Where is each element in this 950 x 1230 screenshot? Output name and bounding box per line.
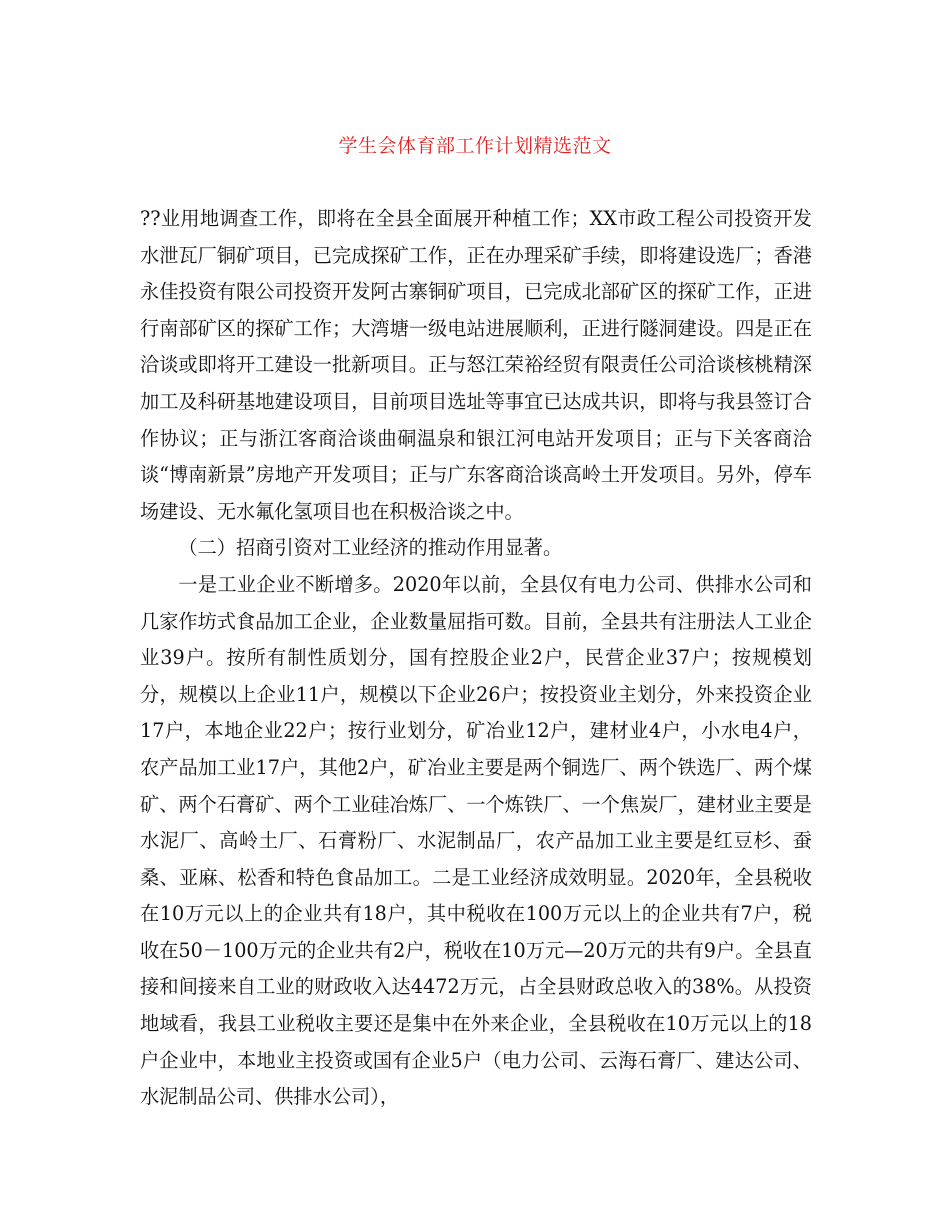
document-body: [140, 201, 812, 1116]
paragraph-industry: 一是工业企业不断增多。2020年以前，全县仅有电力公司、供排水公司和几家作坊式食品加工企业，企业数量屈指可数。目前，全县共有注册法人工业企业39户。按所有制性质划分，国有控股企业2户，民营企业37户；按规模划分，规模以上企业11户，规模以下企业26户；按投资业主划分，外来投资企业17户，本地企业22户；按行业划分，矿冶业12户，建材业4户，小水电4户，农产品加工业17户，其他2户，矿冶业主要是两个铜选厂、两个铁选厂、两个煤矿、两个石膏矿、两个工业硅冶炼厂、一个炼铁厂、一个焦炭厂，建材业主要是水泥厂、高岭土厂、石膏粉厂、水泥制品厂，农产品加工业主要是红豆杉、蚕桑、亚麻、松香和特色食品加工。二是工业经济成效明显。2020年，全县税收在10万元以上的企业共有18户，其中税收在100万元以上的企业共有7户，税收在50－100万元的企业共有2户，税收在10万元—20万元的共有9户。全县直接和间接来自工业的财政收入达4472万元，占全县财政总收入的38%。从投资地域看，我县工业税收主要还是集中在外来企业，全县税收在10万元以上的18户企业中，本地业主投资或国有企业5户（电力公司、云海石膏厂、建达公司、水泥制品公司、供排水公司），: [140, 572, 812, 1109]
paragraph-continuation: ??业用地调查工作，即将在全县全面展开种植工作；XX市政工程公司投资开发水泄瓦厂铜矿项目，已完成探矿工作，正在办理采矿手续，即将建设选厂；香港永佳投资有限公司投资开发阿古寨铜矿项目，已完成北部矿区的探矿工作，正进行南部矿区的探矿工作；大湾塘一级电站进展顺利，正进行隧洞建设。四是正在洽谈或即将开工建设一批新项目。正与怒江荣裕经贸有限责任公司洽谈核桃精深加工及科研基地建设项目，目前项目选址等事宜已达成共识，即将与我县签订合作协议；正与浙江客商洽谈曲硐温泉和银江河电站开发项目；正与下关客商洽谈“博南新景”房地产开发项目；正与广东客商洽谈高岭土开发项目。另外，停车场建设、无水氟化氢项目也在积极洽谈之中。: [140, 207, 812, 523]
section-heading: （二）招商引资对工业经济的推动作用显著。: [178, 536, 563, 560]
document-title: 学生会体育部工作计划精选范文: [338, 135, 612, 157]
